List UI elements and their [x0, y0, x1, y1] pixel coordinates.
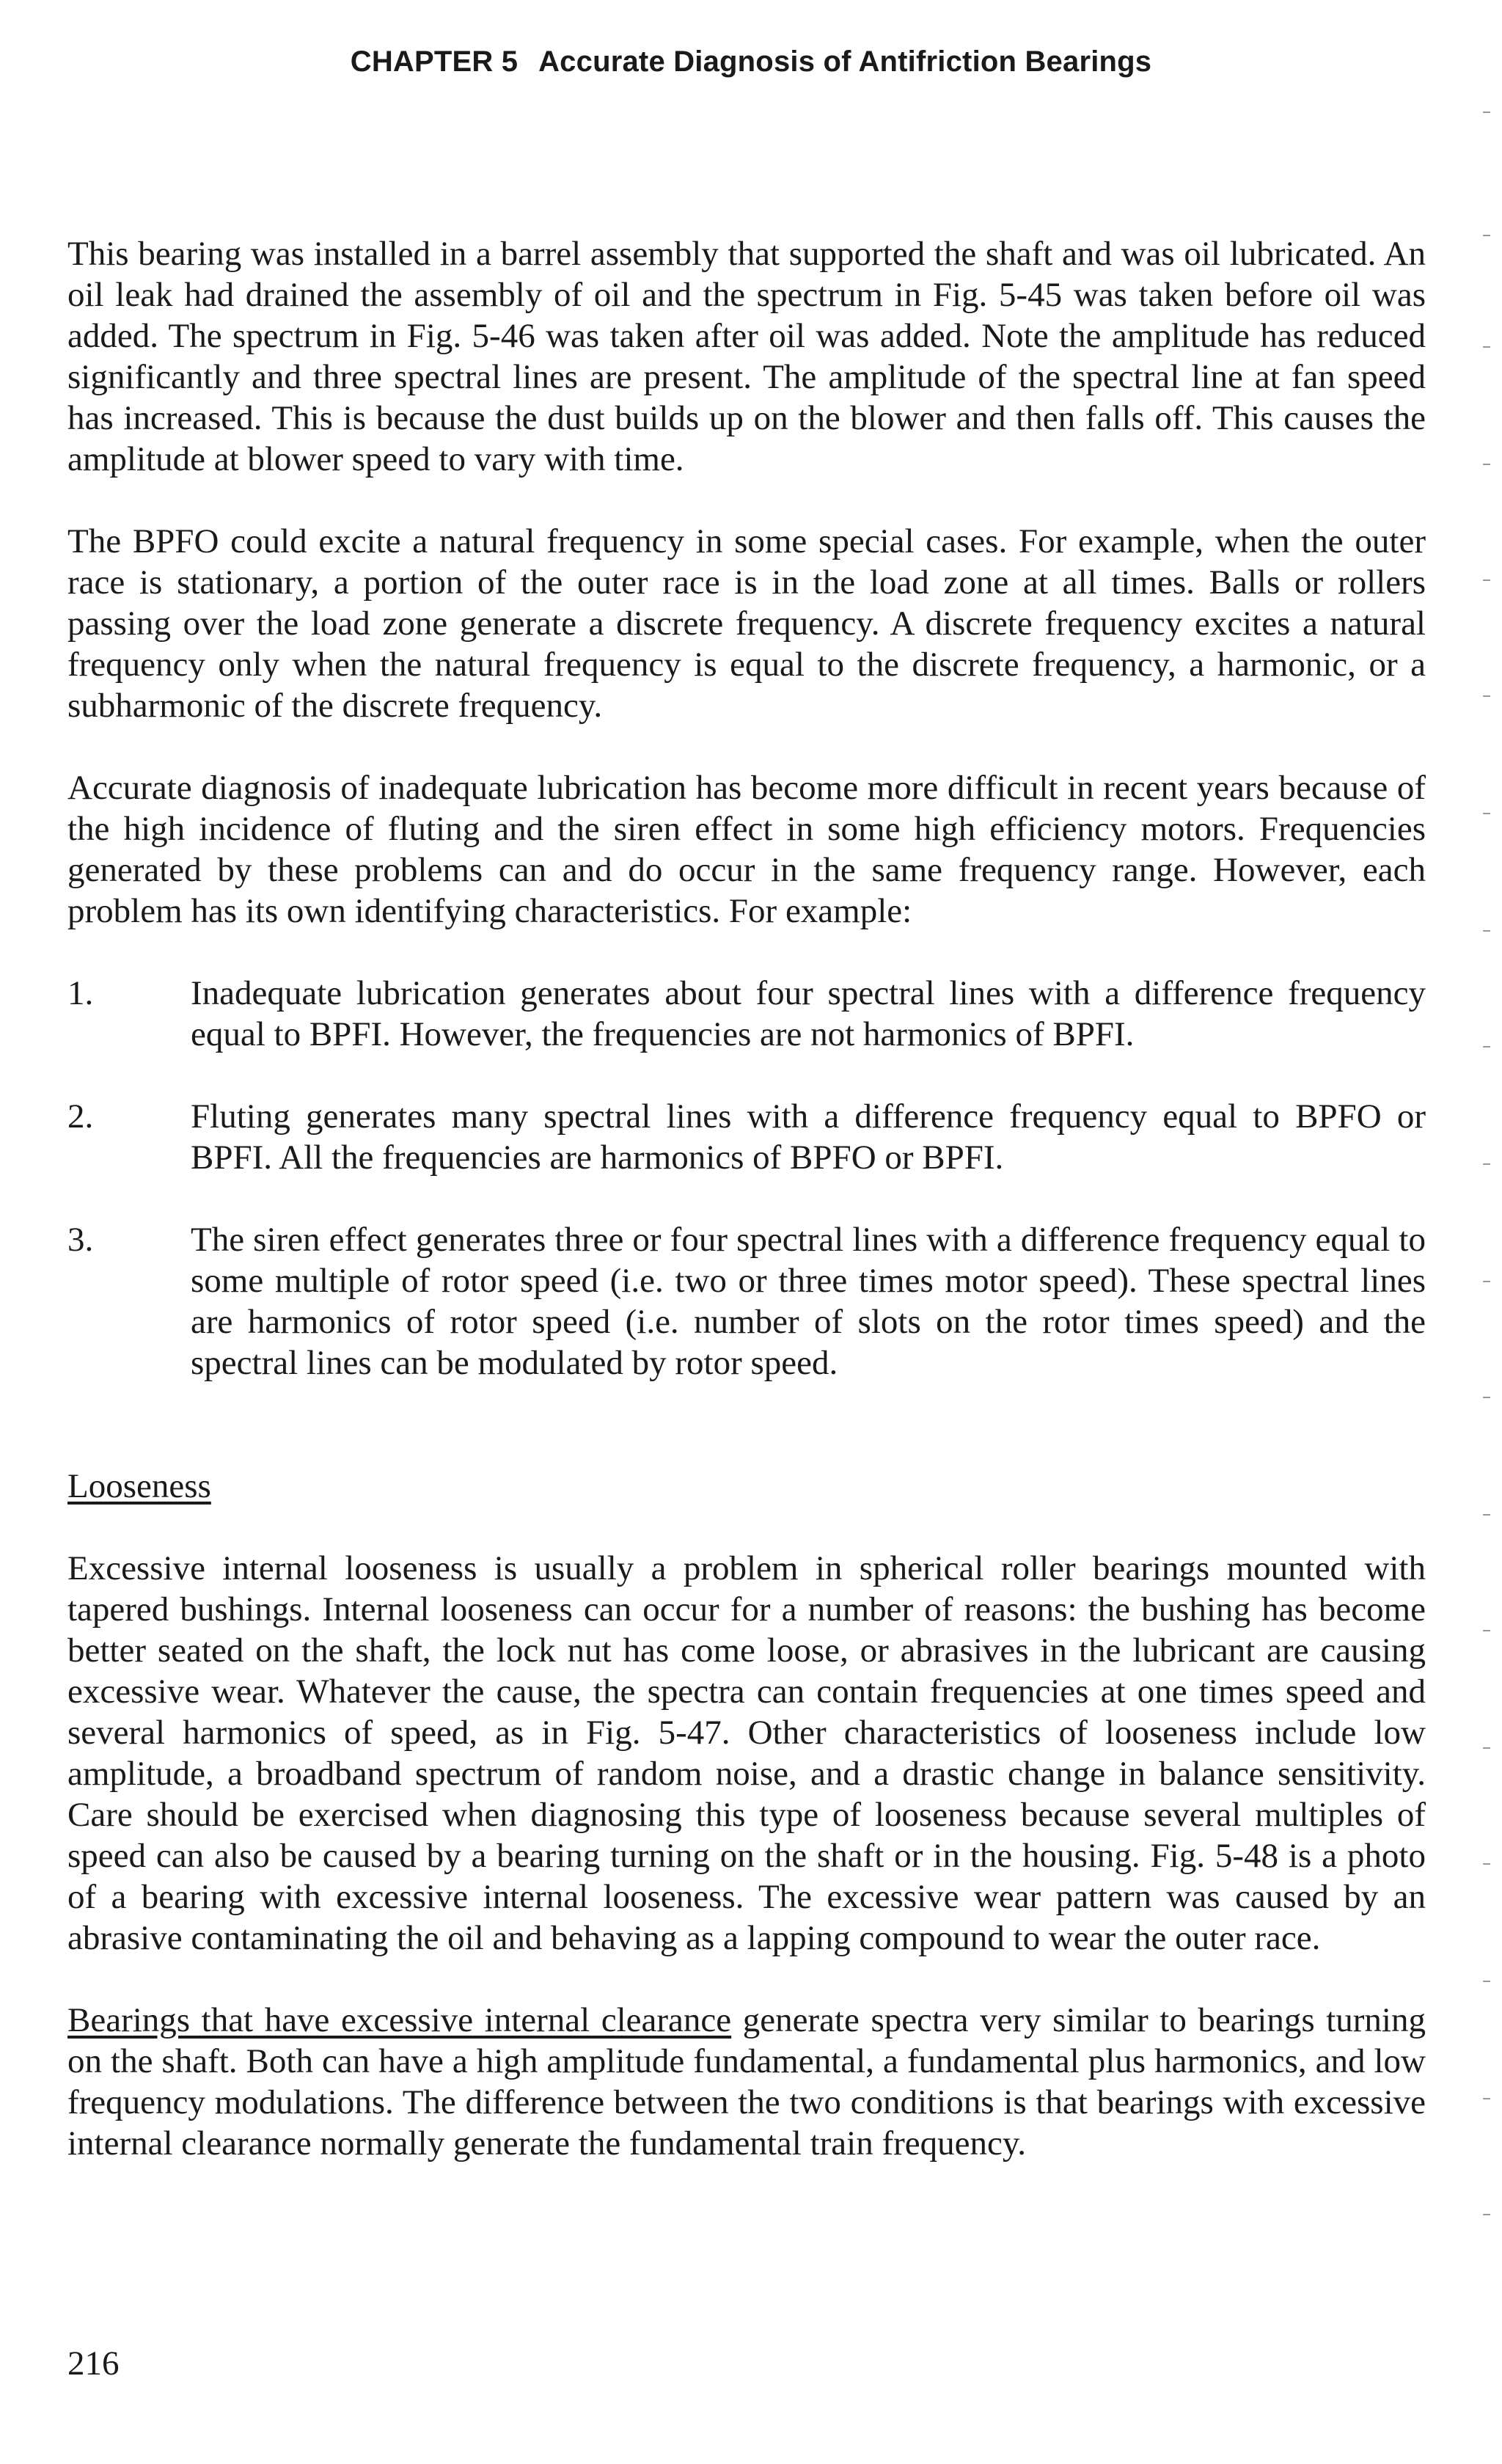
margin-tick [1483, 813, 1490, 814]
margin-tick [1483, 930, 1490, 932]
list-text: Fluting generates many spectral lines with a difference frequency equal to BPFO or BPFI. All the frequencies are harmonics of BPFO or BPFI. [191, 1097, 1426, 1177]
margin-tick [1483, 1397, 1490, 1398]
section-heading-looseness: Looseness [67, 1467, 211, 1505]
margin-tick [1483, 1163, 1490, 1165]
paragraph-clearance-text: generate spectra very similar to bearings turning on the shaft. Both can have a high amplitude fundamental, a fundamental plus harmonics, and low frequency modulations. The difference between the two conditions is that bearings with excessive internal clearance normally generate the fundamental train frequency. [67, 2001, 1426, 2163]
paragraph-clearance [67, 2000, 1426, 2164]
running-header [0, 45, 1502, 78]
chapter-title: Accurate Diagnosis of Antifriction Bearings [538, 45, 1152, 78]
paragraph-oil-leak: This bearing was installed in a barrel assembly that supported the shaft and was oil lubricated. An oil leak had drained the assembly of oil and the spectrum in Fig. 5-45 was taken before oil was added. The spectrum in Fig. 5-46 was taken after oil was added. Note the amplitude has reduced significantly and three spectral lines are present. The amplitude of the spectral line at fan speed has increased. This is because the dust builds up on the blower and then falls off. This causes the amplitude at blower speed to vary with time. [67, 235, 1426, 478]
page-number: 216 [67, 2344, 120, 2383]
margin-tick [1483, 695, 1490, 697]
margin-tick [1483, 111, 1490, 113]
margin-tick [1483, 1281, 1490, 1282]
list-number: 1. [67, 974, 94, 1012]
chapter-label: CHAPTER 5 [350, 45, 519, 78]
list-text: Inadequate lubrication generates about four spectral lines with a difference frequency equal to BPFI. However, the frequencies are not harmonics of BPFI. [191, 974, 1426, 1053]
page-body [67, 233, 1426, 2205]
list-item [67, 973, 1426, 1055]
margin-tick [1483, 1514, 1490, 1516]
margin-tick [1483, 1046, 1490, 1048]
margin-tick [1483, 1747, 1490, 1749]
paragraph-looseness: Excessive internal looseness is usually a problem in spherical roller bearings mounted with tapered bushings. Internal looseness can occur for a number of reasons: the bushing has become better seated on the shaft, the lock nut has come loose, or abrasives in the lubricant are causing excessive wear. Whatever the cause, the spectra can contain frequencies at one times speed and several harmonics of speed, as in Fig. 5-47. Other characteristics of looseness include low amplitude, a broadband spectrum of random noise, and a drastic change in balance sensitivity. Care should be exercised when diagnosing this type of looseness because several multiples of speed can also be caused by a bearing turning on the shaft or in the housing. Fig. 5-48 is a photo of a bearing with excessive internal looseness. The excessive wear pattern was caused by an abrasive contaminating the oil and behaving as a lapping compound to wear the outer race. [67, 1549, 1426, 1957]
list-item [67, 1096, 1426, 1178]
margin-tick [1483, 464, 1490, 465]
underlined-phrase: Bearings that have excessive internal clearance [67, 2001, 732, 2039]
margin-tick [1483, 2214, 1490, 2215]
list-item [67, 1219, 1426, 1383]
margin-tick [1483, 346, 1490, 348]
paragraph-bpfo: The BPFO could excite a natural frequency in some special cases. For example, when the outer race is stationary, a portion of the outer race is in the load zone at all times. Balls or rollers passing over the load zone generate a discrete frequency. A discrete frequency excites a natural frequency only when the natural frequency is equal to the discrete frequency, a harmonic, or a subharmonic of the discrete frequency. [67, 522, 1426, 725]
margin-tick [1483, 1630, 1490, 1631]
margin-tick [1483, 580, 1490, 581]
margin-tick [1483, 2098, 1490, 2099]
list-number: 2. [67, 1097, 94, 1136]
list-number: 3. [67, 1221, 94, 1259]
margin-tick [1483, 1863, 1490, 1865]
list-text: The siren effect generates three or four spectral lines with a difference frequency equal to some multiple of rotor speed (i.e. two or three times motor speed). These spectral lines are harmonics of rotor speed (i.e. number of slots on the rotor times speed) and the spectral lines can be modulated by rotor speed. [191, 1221, 1426, 1382]
paragraph-lubrication: Accurate diagnosis of inadequate lubrication has become more difficult in recent years because of the high incidence of fluting and the siren effect in some high efficiency motors. Frequencies generated by these problems can and do occur in the same frequency range. However, each problem has its own identifying characteristics. For example: [67, 769, 1426, 930]
margin-tick [1483, 235, 1490, 236]
margin-tick [1483, 1981, 1490, 1982]
